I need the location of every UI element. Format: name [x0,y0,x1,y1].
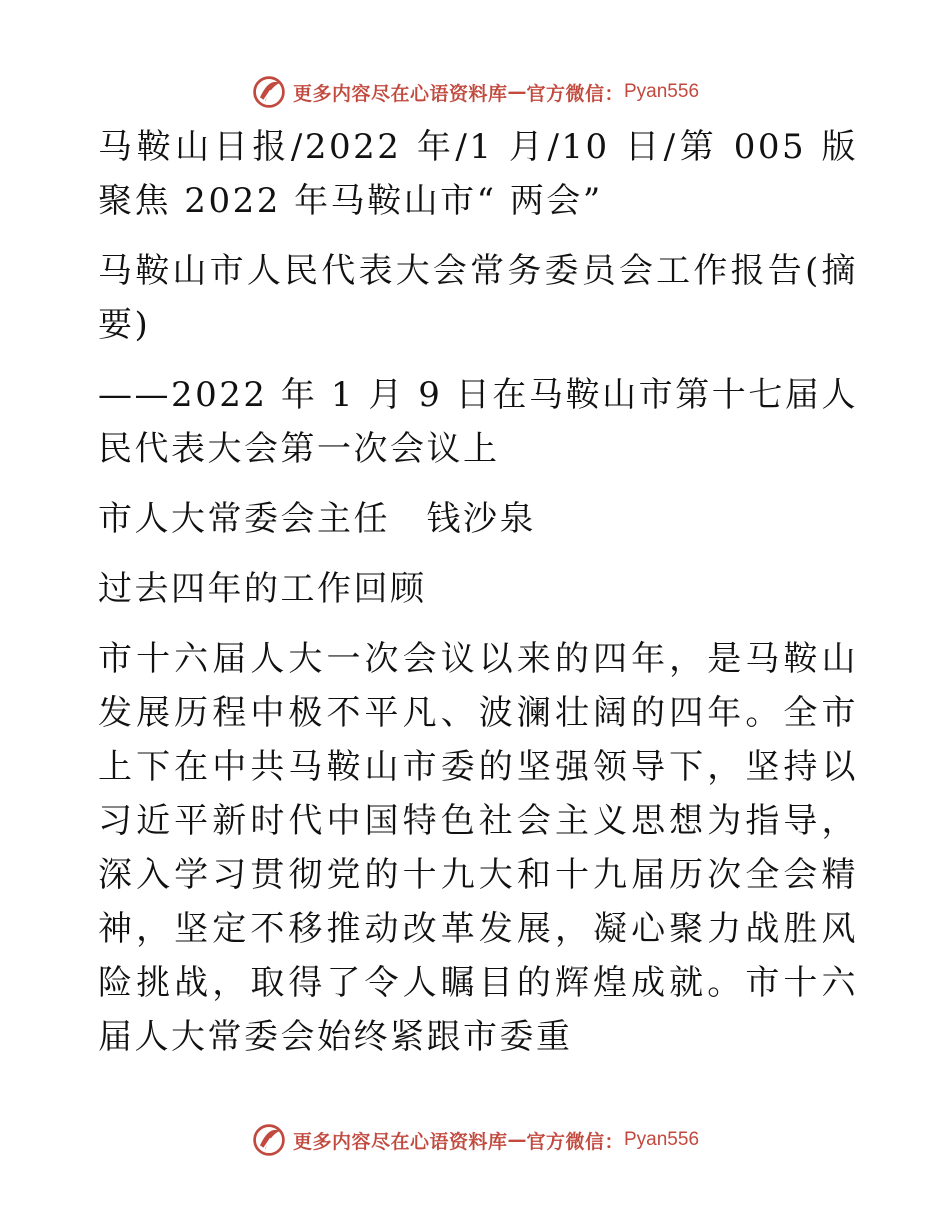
header-banner [0,72,950,112]
brand-logo-icon [251,1122,287,1158]
paragraph-meeting-line: ——2022 年 1 月 9 日在马鞍山市第十七届人民代表大会第一次会议上 [98,375,858,469]
paragraph-author-line: 市人大常委会主任 钱沙泉 [98,499,536,539]
banner-wechat-id: Pyan556 [624,81,700,102]
paragraph-section-heading: 过去四年的工作回顾 [98,569,427,609]
banner-separator: — [507,1129,527,1151]
banner-official-text: 官方微信： [526,1130,624,1153]
banner-main-text: 更多内容尽在心语资料库 [292,82,508,105]
paragraph-body: 市十六届人大一次会议以来的四年，是马鞍山发展历程中极不平凡、波澜壮阔的四年。全市上下在中共马鞍山市委的坚强领导下，坚持以习近平新时代中国特色社会主义思想为指导，深入学习贯彻党的十九大和十九届历次全会精神，坚定不移推动改革发展，凝心聚力战胜风险挑战，取得了令人瞩目的辉煌成就。市十六届人大常委会始终紧跟市委重 [98,639,858,1057]
brand-logo-icon [251,74,287,110]
banner-separator: — [507,81,527,103]
banner-wechat-id: Pyan556 [624,1129,700,1150]
paragraph-report-title: 马鞍山市人民代表大会常务委员会工作报告(摘要) [98,251,858,345]
document-body [98,120,858,1080]
footer-banner [0,1120,950,1160]
paragraph-source-line: 马鞍山日报/2022 年/1 月/10 日/第 005 版聚焦 2022 年马鞍山市“ 两会” [98,127,858,221]
banner-main-text: 更多内容尽在心语资料库 [292,1130,508,1153]
banner-official-text: 官方微信： [526,82,624,105]
